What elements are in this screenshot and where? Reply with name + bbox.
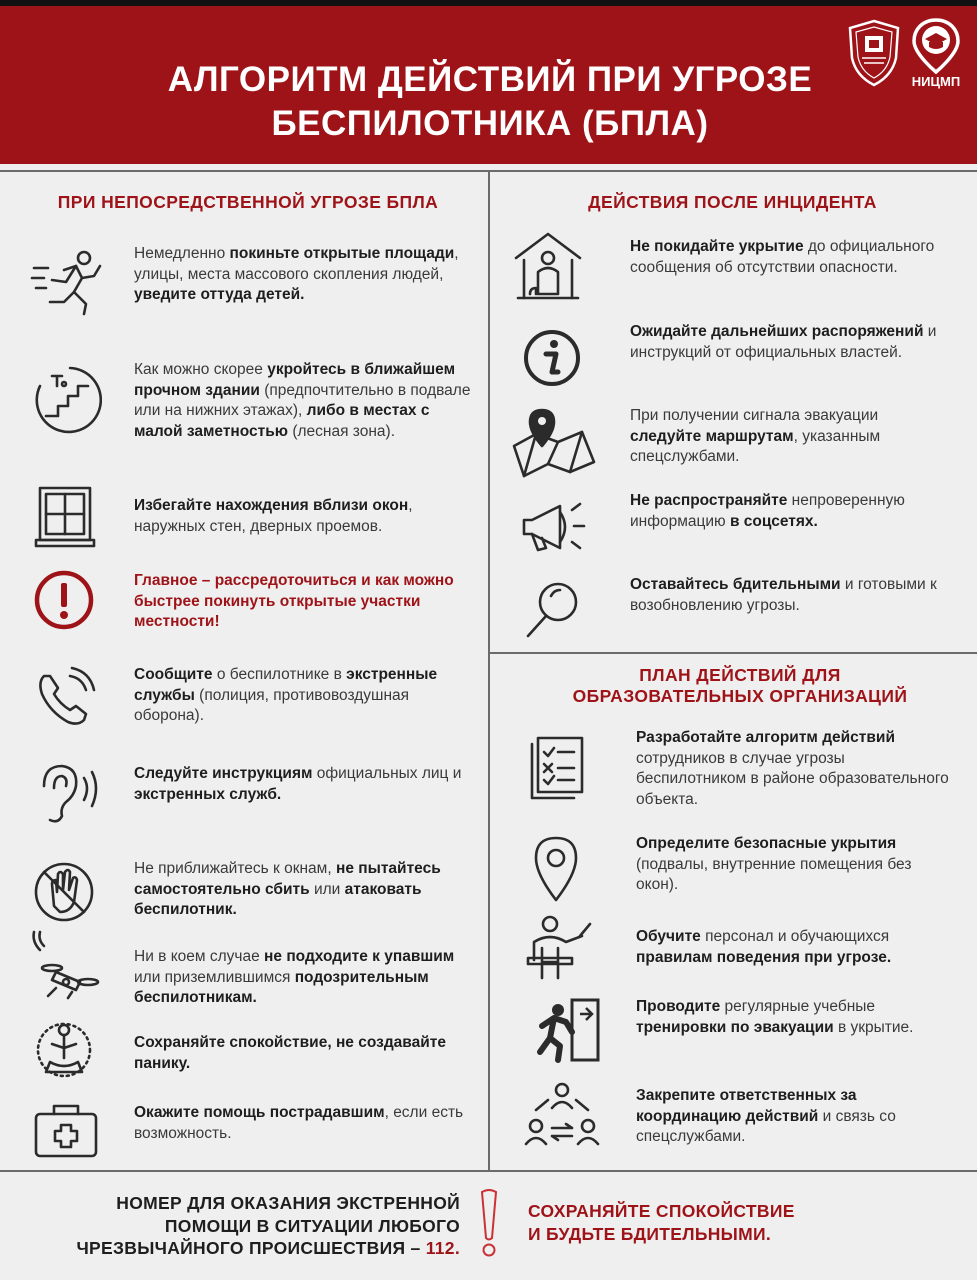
emergency-exit-icon [528, 996, 600, 1068]
item-text-part: или [309, 880, 345, 898]
window-icon [30, 482, 102, 554]
shelter-person-icon [508, 228, 580, 300]
magnifier-icon [518, 574, 590, 646]
item-text-part: правилам поведения при угрозе. [636, 948, 892, 966]
item-text [134, 1033, 479, 1074]
item-text [630, 322, 950, 363]
stay-calm-note [528, 1200, 948, 1245]
item-text-part: , улицы, места массового скопления людей, [134, 245, 459, 283]
item-text-part: Главное – рассредоточиться и как можно быстрее покинуть открытые участки местности! [134, 572, 454, 630]
item-text-part: не пытайтесь самостоятельно сбить [134, 860, 441, 898]
team-coordination-icon [522, 1080, 594, 1152]
item-text [134, 947, 479, 1009]
item-text-part: экстренных служб. [134, 785, 282, 803]
item-text-part: Не покидайте укрытие [630, 238, 804, 255]
item-text-part: (лесная зона). [288, 422, 395, 440]
divider-bottom [0, 1170, 977, 1172]
item-text-part: регулярные учебные [720, 998, 876, 1015]
info-icon [518, 324, 590, 396]
item-text [134, 360, 479, 442]
item-text-part: персонал и обучающихся [700, 928, 890, 945]
section-title-immediate-threat: ПРИ НЕПОСРЕДСТВЕННОЙ УГРОЗЕ БПЛА [57, 192, 439, 212]
stairs-shelter-icon [30, 364, 102, 436]
item-text-part: атаковать беспилотник. [134, 880, 422, 918]
logo-text: НИЦМП [911, 74, 961, 89]
item-text-part: Оставайтесь бдительными [630, 576, 841, 593]
location-cap-icon [906, 16, 966, 76]
item-text-part: Не приближайтесь к окнам, [134, 860, 336, 877]
item-text [134, 859, 479, 921]
item-text-part: либо в местах с малой заметностью [134, 402, 430, 440]
item-text-part: в укрытие. [833, 1018, 914, 1036]
map-pin-icon [508, 406, 580, 478]
item-text-part: Сообщите [134, 666, 213, 683]
teacher-icon [520, 912, 592, 984]
meditation-icon [30, 1018, 102, 1090]
divider-vertical [488, 172, 490, 1170]
exclamation-icon [30, 566, 102, 638]
stay-calm-line1: СОХРАНЯЙТЕ СПОКОЙСТВИЕ [528, 1201, 795, 1221]
item-text-part: в соцсетях. [729, 512, 818, 530]
item-text-part: Ни в коем случае [134, 948, 265, 965]
item-text-part: или приземлившимся [134, 968, 295, 986]
item-text-part: о беспилотнике в [212, 666, 347, 683]
item-text-part: подозрительным беспилотникам. [134, 968, 429, 1006]
running-person-icon [30, 246, 102, 318]
item-text-part: сотрудников в случае угрозы беспилотником в районе образовательного объекта. [636, 749, 949, 808]
item-text-part: укройтесь в ближайшем прочном здании [134, 361, 456, 399]
item-text-part: непроверенную информацию [630, 492, 905, 530]
location-pin-icon [522, 834, 594, 906]
megaphone-icon [516, 490, 588, 562]
item-text [636, 834, 956, 896]
item-text-part: официальных лиц и [312, 765, 462, 782]
nicmp-logo [906, 16, 966, 96]
item-text-part: Окажите помощь пострадавшим [134, 1104, 385, 1121]
page-title-line1: АЛГОРИТМ ДЕЙСТВИЙ ПРИ УГРОЗЕ [167, 60, 813, 99]
no-hand-icon [30, 856, 102, 928]
ear-icon [30, 758, 102, 830]
shield-emblem-icon [846, 18, 902, 88]
footer-exclamation-icon [476, 1188, 502, 1260]
section-title-education-plan-line1: ПЛАН ДЕЙСТВИЙ ДЛЯ [639, 665, 841, 685]
item-text [636, 1086, 956, 1148]
item-text-part: Не распространяйте [630, 492, 788, 509]
item-text-part: (полиция, противовоздушная оборона). [134, 686, 410, 724]
item-text-part: следуйте маршрутам [630, 427, 794, 445]
item-text [134, 244, 479, 306]
item-text-part: Разработайте алгоритм действий [636, 729, 895, 746]
item-text-part: уведите оттуда детей. [134, 286, 305, 303]
item-text-part: не подходите к упавшим [264, 948, 455, 965]
item-text-part: Немедленно [134, 245, 230, 262]
item-text-part: Следуйте инструкциям [134, 765, 313, 782]
item-text [134, 764, 479, 805]
item-text [630, 491, 950, 532]
item-text [630, 575, 950, 616]
phone-call-icon [30, 662, 102, 734]
item-text-part: , указанным спецслужбами. [630, 427, 881, 465]
item-text-part: и инструкций от официальных властей. [630, 323, 937, 361]
item-text-part: Ожидайте дальнейших распоряжений [630, 323, 924, 340]
item-text-part: покиньте открытые площади [229, 245, 455, 262]
item-text [134, 1103, 479, 1144]
item-text [636, 997, 956, 1038]
item-text-part: Закрепите ответственных за координацию действий [636, 1087, 857, 1125]
emergency-number: 112. [425, 1238, 460, 1258]
item-text-part: и готовыми к возобновлению угрозы. [630, 576, 937, 614]
divider-right [490, 652, 977, 654]
item-text-part: и связь со спецслужбами. [636, 1107, 896, 1145]
item-text-part: Обучите [636, 928, 701, 945]
first-aid-kit-icon [30, 1098, 102, 1170]
item-text [134, 496, 479, 537]
item-text-part: Избегайте нахождения вблизи окон [134, 497, 409, 514]
item-text-part: , если есть возможность. [134, 1104, 464, 1142]
item-text-part: , наружных стен, дверных проемов. [134, 497, 413, 535]
item-text [636, 728, 956, 810]
section-title-education-plan-line2: ОБРАЗОВАТЕЛЬНЫХ ОРГАНИЗАЦИЙ [572, 686, 908, 706]
emergency-note-line2: ПОМОЩИ В СИТУАЦИИ ЛЮБОГО [164, 1215, 460, 1236]
stay-calm-line2: И БУДЬТЕ БДИТЕЛЬНЫМИ. [528, 1223, 772, 1244]
item-text [630, 237, 950, 278]
item-text-part: Проводите [636, 998, 721, 1015]
emergency-note-line3: ЧРЕЗВЫЧАЙНОГО ПРОИСШЕСТВИЯ – [76, 1238, 426, 1258]
item-text-part: до официального сообщения об отсутствии опасности. [630, 238, 935, 276]
crashed-drone-icon [26, 928, 98, 1000]
item-text-part: тренировки по эвакуации [636, 1018, 834, 1036]
section-title-after-incident: ДЕЙСТВИЯ ПОСЛЕ ИНЦИДЕНТА [588, 192, 877, 212]
page-title-line2: БЕСПИЛОТНИКА (БПЛА) [271, 104, 709, 143]
item-text [636, 927, 956, 968]
emergency-number-note [30, 1192, 460, 1260]
item-text [134, 665, 479, 727]
item-text-part: Как можно скорее [134, 361, 268, 378]
item-text-part: Сохраняйте спокойствие, не создавайте панику. [134, 1034, 446, 1072]
emergency-note-line1: НОМЕР ДЛЯ ОКАЗАНИЯ ЭКСТРЕННОЙ [116, 1193, 460, 1213]
item-text-part: (предпочтительно в подвале или на нижних этажах), [134, 381, 471, 419]
item-text-part: При получении сигнала эвакуации [630, 407, 879, 424]
item-text-part: (подвалы, внутренние помещения без окон). [636, 855, 912, 893]
item-text [134, 571, 479, 633]
item-text-part: экстренные службы [134, 666, 438, 704]
item-text-part: Определите безопасные укрытия [636, 835, 897, 852]
checklist-icon [522, 732, 594, 804]
item-text [630, 406, 950, 468]
